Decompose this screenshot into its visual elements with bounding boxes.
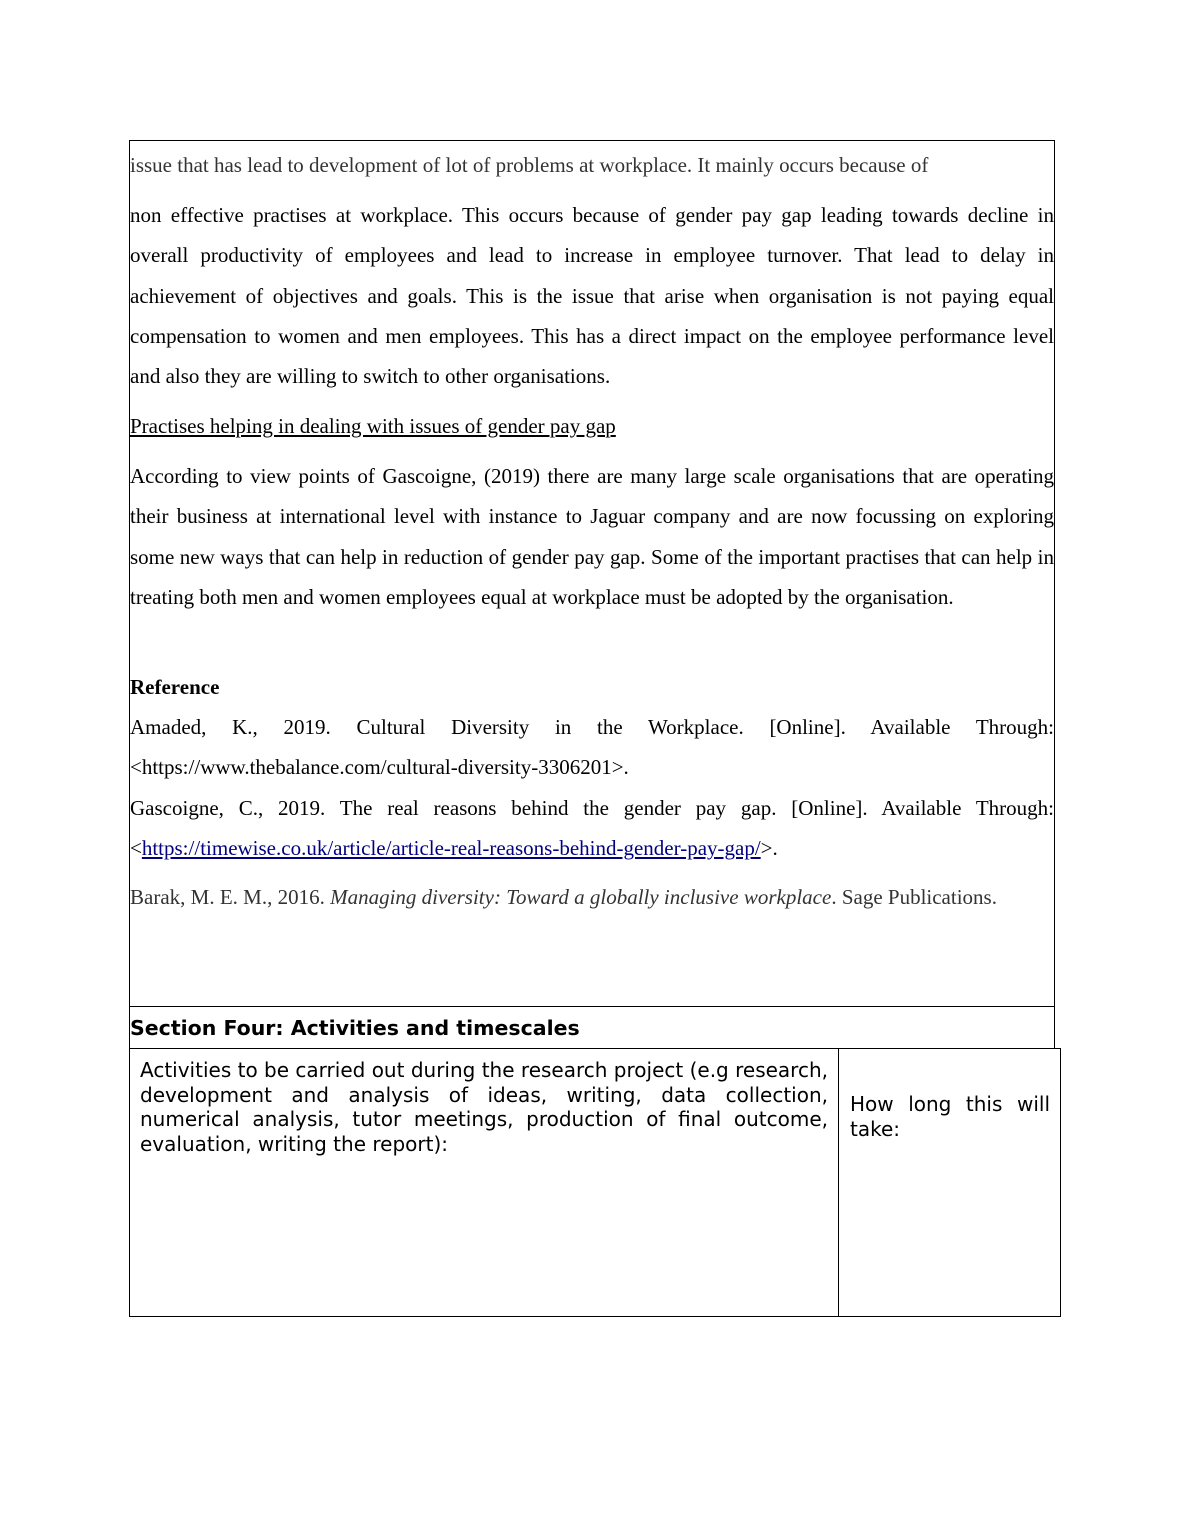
reference-barak-title: Managing diversity: Toward a globally inclusive workplace	[330, 885, 832, 909]
reference-amaded: Amaded, K., 2019. Cultural Diversity in the Workplace. [Online]. Available Through: <https://www.thebalance.com/cultural-diversity-3306201>.	[130, 715, 1054, 780]
subheading-practises: Practises helping in dealing with issues of gender pay gap	[130, 414, 616, 438]
activities-cell[interactable]: Activities to be carried out during the research project (e.g research, development and analysis of ideas, writing, data collection, numerical analysis, tutor meetings, production of final outcome, evaluation, writing the report):	[140, 1058, 828, 1156]
reference-gascoigne-text: Gascoigne, C., 2019. The real reasons behind the gender pay gap. [Online]. Available Through: <	[130, 796, 1054, 861]
body-first-line: issue that has lead to development of lot of problems at workplace. It mainly occurs because of	[130, 153, 929, 177]
reference-heading: Reference	[130, 675, 220, 699]
reference-gascoigne	[130, 788, 1054, 869]
reference-gascoigne-link[interactable]: https://timewise.co.uk/article/article-real-reasons-behind-gender-pay-gap/	[141, 836, 761, 861]
section-four-title: Section Four: Activities and timescales	[130, 1016, 580, 1040]
reference-barak-author: Barak, M. E. M., 2016.	[130, 885, 331, 909]
activities-table-divider	[838, 1048, 839, 1317]
reference-barak	[130, 884, 1054, 911]
body-paragraph-2: According to view points of Gascoigne, (2019) there are many large scale organisations that are operating their business at international level with instance to Jaguar company and are now focussing on exploring some new ways that can help in reduction of gender pay gap. Some of the important practises that can help in treating both men and women employees equal at workplace must be adopted by the organisation.	[130, 464, 1054, 609]
reference-barak-publisher: . Sage Publications.	[831, 885, 997, 909]
body-paragraph-1: non effective practises at workplace. This occurs because of gender pay gap leading towards decline in overall productivity of employees and lead to increase in employee turnover. That lead to delay in achievement of objectives and goals. This is the issue that arise when organisation is not paying equal compensation to women and men employees. This has a direct impact on the employee performance level and also they are willing to switch to other organisations.	[130, 203, 1054, 389]
duration-cell[interactable]: How long this will take:	[850, 1092, 1050, 1141]
reference-gascoigne-suffix: >.	[760, 836, 778, 861]
